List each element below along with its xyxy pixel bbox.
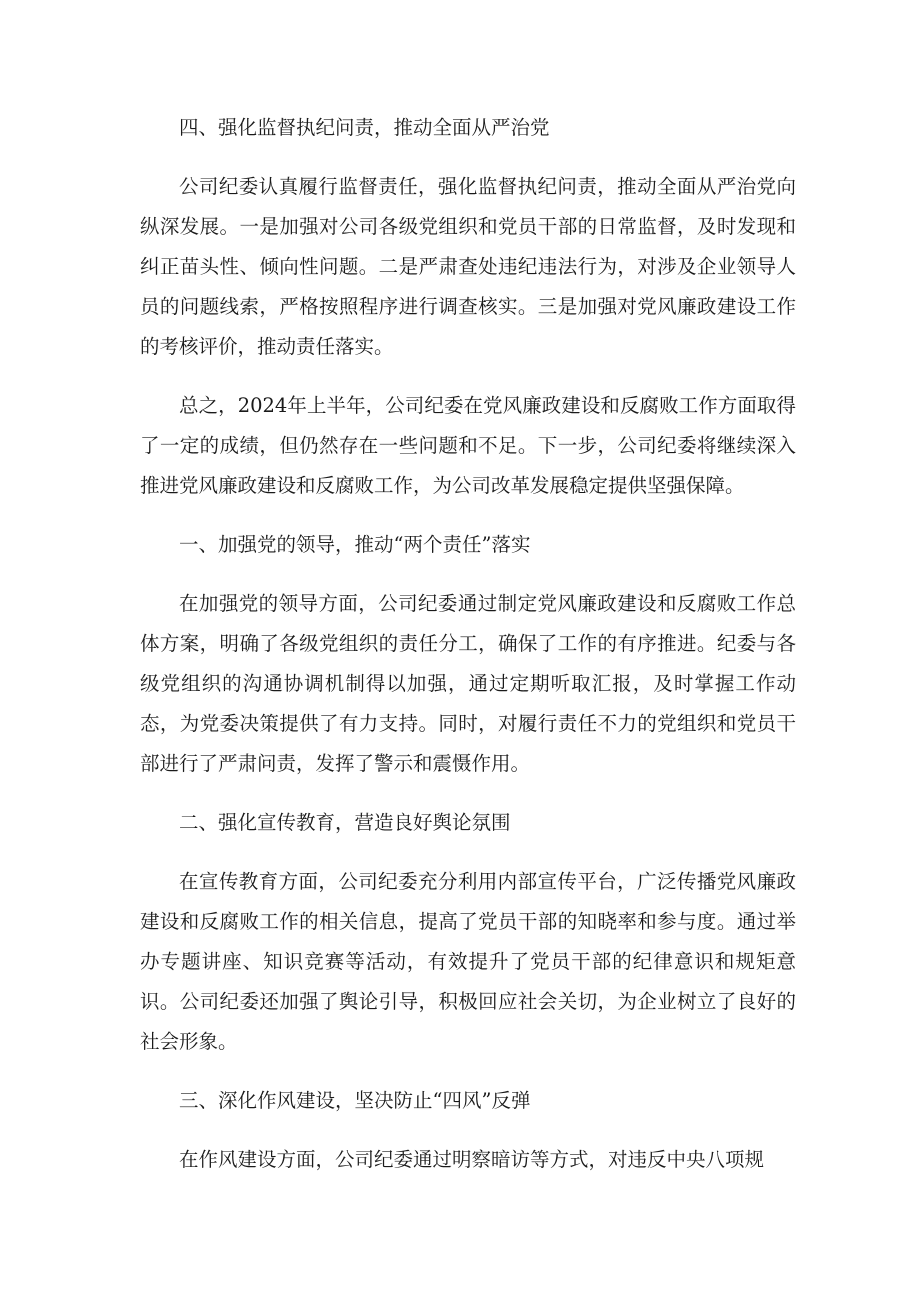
section-heading-one: 一、加强党的领导，推动“两个责任”落实 <box>179 533 531 556</box>
body-paragraph-summary: 总之，2024年上半年，公司纪委在党风廉政建设和反腐败工作方面取得了一定的成绩，但仍然存在一些问题和不足。下一步，公司纪委将继续深入推进党风廉政建设和反腐败工作，为公司改革发展稳定提供坚强保障。 <box>140 394 796 497</box>
body-paragraph-education: 在宣传教育方面，公司纪委充分利用内部宣传平台，广泛传播党风廉政建设和反腐败工作的相关信息，提高了党员干部的知晓率和参与度。通过举办专题讲座、知识竞赛等活动，有效提升了党员干部的纪律意识和规矩意识。公司纪委还加强了舆论引导，积极回应社会关切，为企业树立了良好的社会形象。 <box>140 870 796 1053</box>
section-heading-three: 三、深化作风建设，坚决防止“四风”反弹 <box>179 1089 531 1112</box>
section-heading-four: 四、强化监督执纪问责，推动全面从严治党 <box>179 116 550 139</box>
body-paragraph-supervision: 公司纪委认真履行监督责任，强化监督执纪问责，推动全面从严治党向纵深发展。一是加强对公司各级党组织和党员干部的日常监督，及时发现和纠正苗头性、倾向性问题。二是严肃查处违纪违法行为，对涉及企业领导人员的问题线索，严格按照程序进行调查核实。三是加强对党风廉政建设工作的考核评价，推动责任落实。 <box>140 175 796 358</box>
body-paragraph-leadership: 在加强党的领导方面，公司纪委通过制定党风廉政建设和反腐败工作总体方案，明确了各级党组织的责任分工，确保了工作的有序推进。纪委与各级党组织的沟通协调机制得以加强，通过定期听取汇报，及时掌握工作动态，为党委决策提供了有力支持。同时，对履行责任不力的党组织和党员干部进行了严肃问责，发挥了警示和震慑作用。 <box>140 592 796 775</box>
body-paragraph-work-style: 在作风建设方面，公司纪委通过明察暗访等方式，对违反中央八项规 <box>179 1148 765 1171</box>
document-page <box>140 108 796 1199</box>
section-heading-two: 二、强化宣传教育，营造良好舆论氛围 <box>179 811 511 834</box>
